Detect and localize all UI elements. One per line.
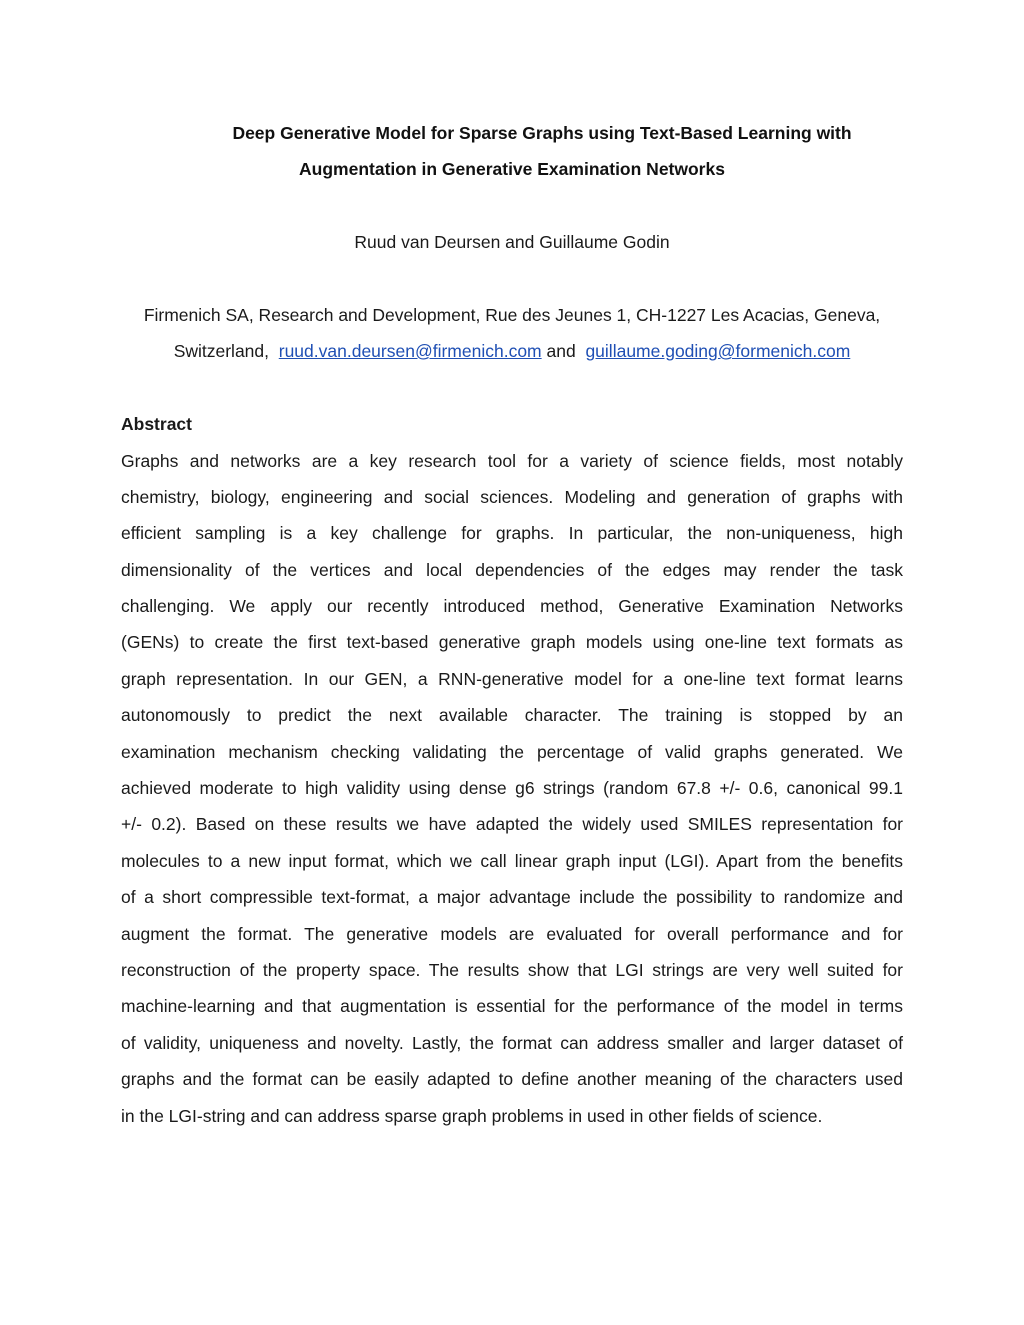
abstract-line: molecules to a new input format, which we call linear graph input (LGI). Apart from the benefits [121, 850, 903, 871]
abstract-line: efficient sampling is a key challenge for graphs. In particular, the non-uniqueness, high [121, 523, 903, 544]
affiliation-line-2 [0, 340, 1024, 362]
abstract-line: augment the format. The generative models are evaluated for overall performance and for [121, 923, 903, 944]
email-link-godin[interactable]: guillaume.goding@formenich.com [585, 341, 851, 361]
abstract-line: achieved moderate to high validity using dense g6 strings (random 67.8 +/- 0.6, canonical 99.1 [121, 778, 903, 799]
paper-title-line-1: Deep Generative Model for Sparse Graphs using Text-Based Learning with [232, 123, 852, 143]
abstract-line: +/- 0.2). Based on these results we have adapted the widely used SMILES representation for [121, 814, 903, 835]
abstract-line: reconstruction of the property space. The results show that LGI strings are very well suited for [121, 959, 903, 980]
abstract-body [121, 450, 903, 1141]
abstract-line: (GENs) to create the first text-based generative graph models using one-line text formats as [121, 632, 903, 653]
abstract-line: machine-learning and that augmentation is essential for the performance of the model in terms [121, 996, 903, 1017]
affiliation-line-1: Firmenich SA, Research and Development, Rue des Jeunes 1, CH-1227 Les Acacias, Geneva, [143, 305, 881, 325]
paper-title-line-2: Augmentation in Generative Examination Networks [299, 159, 725, 179]
abstract-line: autonomously to predict the next available character. The training is stopped by an [121, 705, 903, 726]
abstract-line: in the LGI-string and can address sparse graph problems in used in other fields of science. [121, 1105, 823, 1126]
abstract-line: chemistry, biology, engineering and social sciences. Modeling and generation of graphs with [121, 486, 903, 507]
abstract-line: of a short compressible text-format, a major advantage include the possibility to randomize and [121, 887, 903, 908]
abstract-line: graphs and the format can be easily adapted to define another meaning of the characters used [121, 1069, 903, 1090]
abstract-line: challenging. We apply our recently introduced method, Generative Examination Networks [121, 596, 903, 617]
affiliation-country: Switzerland, [173, 341, 270, 361]
abstract-line: dimensionality of the vertices and local dependencies of the edges may render the task [121, 559, 903, 580]
author-list: Ruud van Deursen and Guillaume Godin [354, 232, 670, 252]
abstract-line: graph representation. In our GEN, a RNN-generative model for a one-line text format learns [121, 668, 903, 689]
email-link-vandeursen[interactable]: ruud.van.deursen@firmenich.com [278, 341, 542, 361]
affiliation-and: and [546, 341, 576, 361]
abstract-line: of validity, uniqueness and novelty. Lastly, the format can address smaller and larger dataset of [121, 1032, 903, 1053]
abstract-line: examination mechanism checking validating the percentage of valid graphs generated. We [121, 741, 903, 762]
abstract-line: Graphs and networks are a key research tool for a variety of science fields, most notably [121, 450, 903, 471]
abstract-heading: Abstract [121, 414, 192, 434]
